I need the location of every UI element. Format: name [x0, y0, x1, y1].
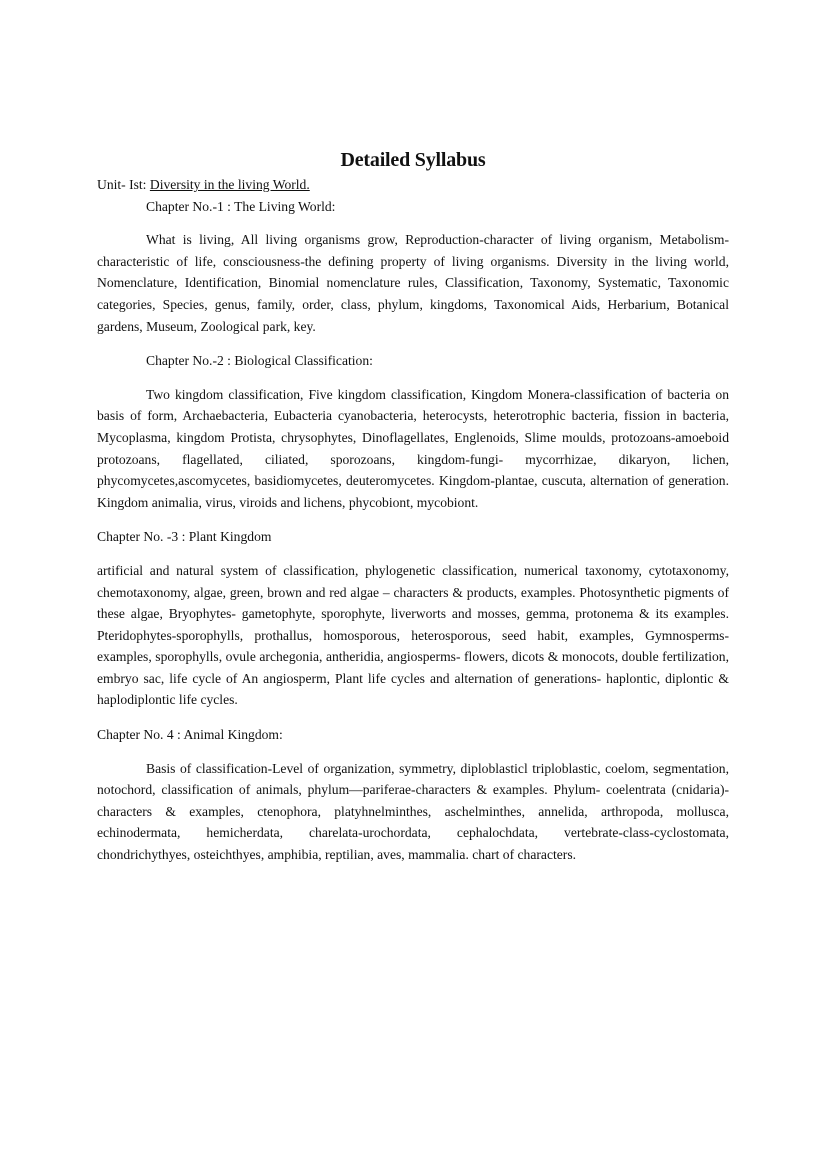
- document-title: Detailed Syllabus: [340, 149, 486, 171]
- unit-prefix: Unit- Ist:: [97, 177, 150, 192]
- spacer: [97, 337, 729, 350]
- document-page: [97, 148, 729, 866]
- chapter-4-body: Basis of classification-Level of organization, symmetry, diploblasticl triploblastic, coelom, segmentation, notochord, classification of animals, phylum—pariferae-characters & examples. Phylum- coelentrata (cnidaria)- characters & examples, ctenophora, platyhnelminthes, aschelminthes, annelida, arthropoda, mollusca, echinodermata, hemicherdata, charelata-urochordata, cephalochdata, vertebrate-class-cyclostomata, chondrichythyes, osteichthyes, amphibia, reptilian, aves, mammalia. chart of characters.: [97, 760, 729, 863]
- spacer: [97, 372, 729, 384]
- unit-line: [97, 174, 729, 196]
- chapter-2-heading: Chapter No.-2 : Biological Classification:: [146, 353, 373, 369]
- spacer: [97, 513, 729, 526]
- spacer: [97, 746, 729, 758]
- spacer: [97, 217, 729, 229]
- chapter-1-body: What is living, All living organisms grow, Reproduction-character of living organism, Metabolism-characteristic of life, consciousness-the defining property of living organisms. Diversity in the living world, Nomenclature, Identification, Binomial nomenclature rules, Classification, Taxonomy, Systematic, Taxonomic categories, Species, genus, family, order, class, phylum, kingdoms, Taxonomical Aids, Herbarium, Botanical gardens, Museum, Zoological park, key.: [97, 232, 729, 334]
- chapter-1-heading: Chapter No.-1 : The Living World:: [146, 198, 336, 214]
- chapter-2-body: Two kingdom classification, Five kingdom classification, Kingdom Monera-classification of bacteria on basis of form, Archaebacteria, Eubacteria cyanobacteria, heterocysts, heterotrophic bacteria, fission in bacteria, Mycoplasma, kingdom Protista, chrysophytes, Dinoflagellates, Englenoids, Slime moulds, protozoans-amoeboid protozoans, flagellated, ciliated, sporozoans, kingdom-fungi- mycorrhizae, dikaryon, lichen, phycomycetes,ascomycetes, basidiomycetes, deuteromycetes. Kingdom-plantae, cuscuta, alternation of generation. Kingdom animalia, virus, viroids and lichens, phycobiont, mycobiont.: [97, 386, 729, 510]
- chapter-4-heading: Chapter No. 4 : Animal Kingdom:: [97, 727, 283, 743]
- unit-topic: Diversity in the living World.: [149, 177, 310, 192]
- chapter-3-heading: Chapter No. -3 : Plant Kingdom: [97, 529, 272, 545]
- spacer: [97, 711, 729, 724]
- spacer: [97, 548, 729, 560]
- chapter-3-body: artificial and natural system of classification, phylogenetic classification, numerical taxonomy, cytotaxonomy, chemotaxonomy, algae, green, brown and red algae – characters & products, examples. Photosynthetic pigments of these algae, Bryophytes- gametophyte, sporophyte, liverworts and mosses, gemma, protonema & its examples. Pteridophytes-sporophylls, prothallus, homosporous, heterosporous, seed habit, examples, Gymnosperms- examples, sporophylls, ovule archegonia, antheridia, angiosperms- flowers, dicots & monocots, double fertilization, embryo sac, life cycle of An angiosperm, Plant life cycles and alternation of generations- haplontic, diplontic & haplodiplontic life cycles.: [97, 562, 729, 708]
